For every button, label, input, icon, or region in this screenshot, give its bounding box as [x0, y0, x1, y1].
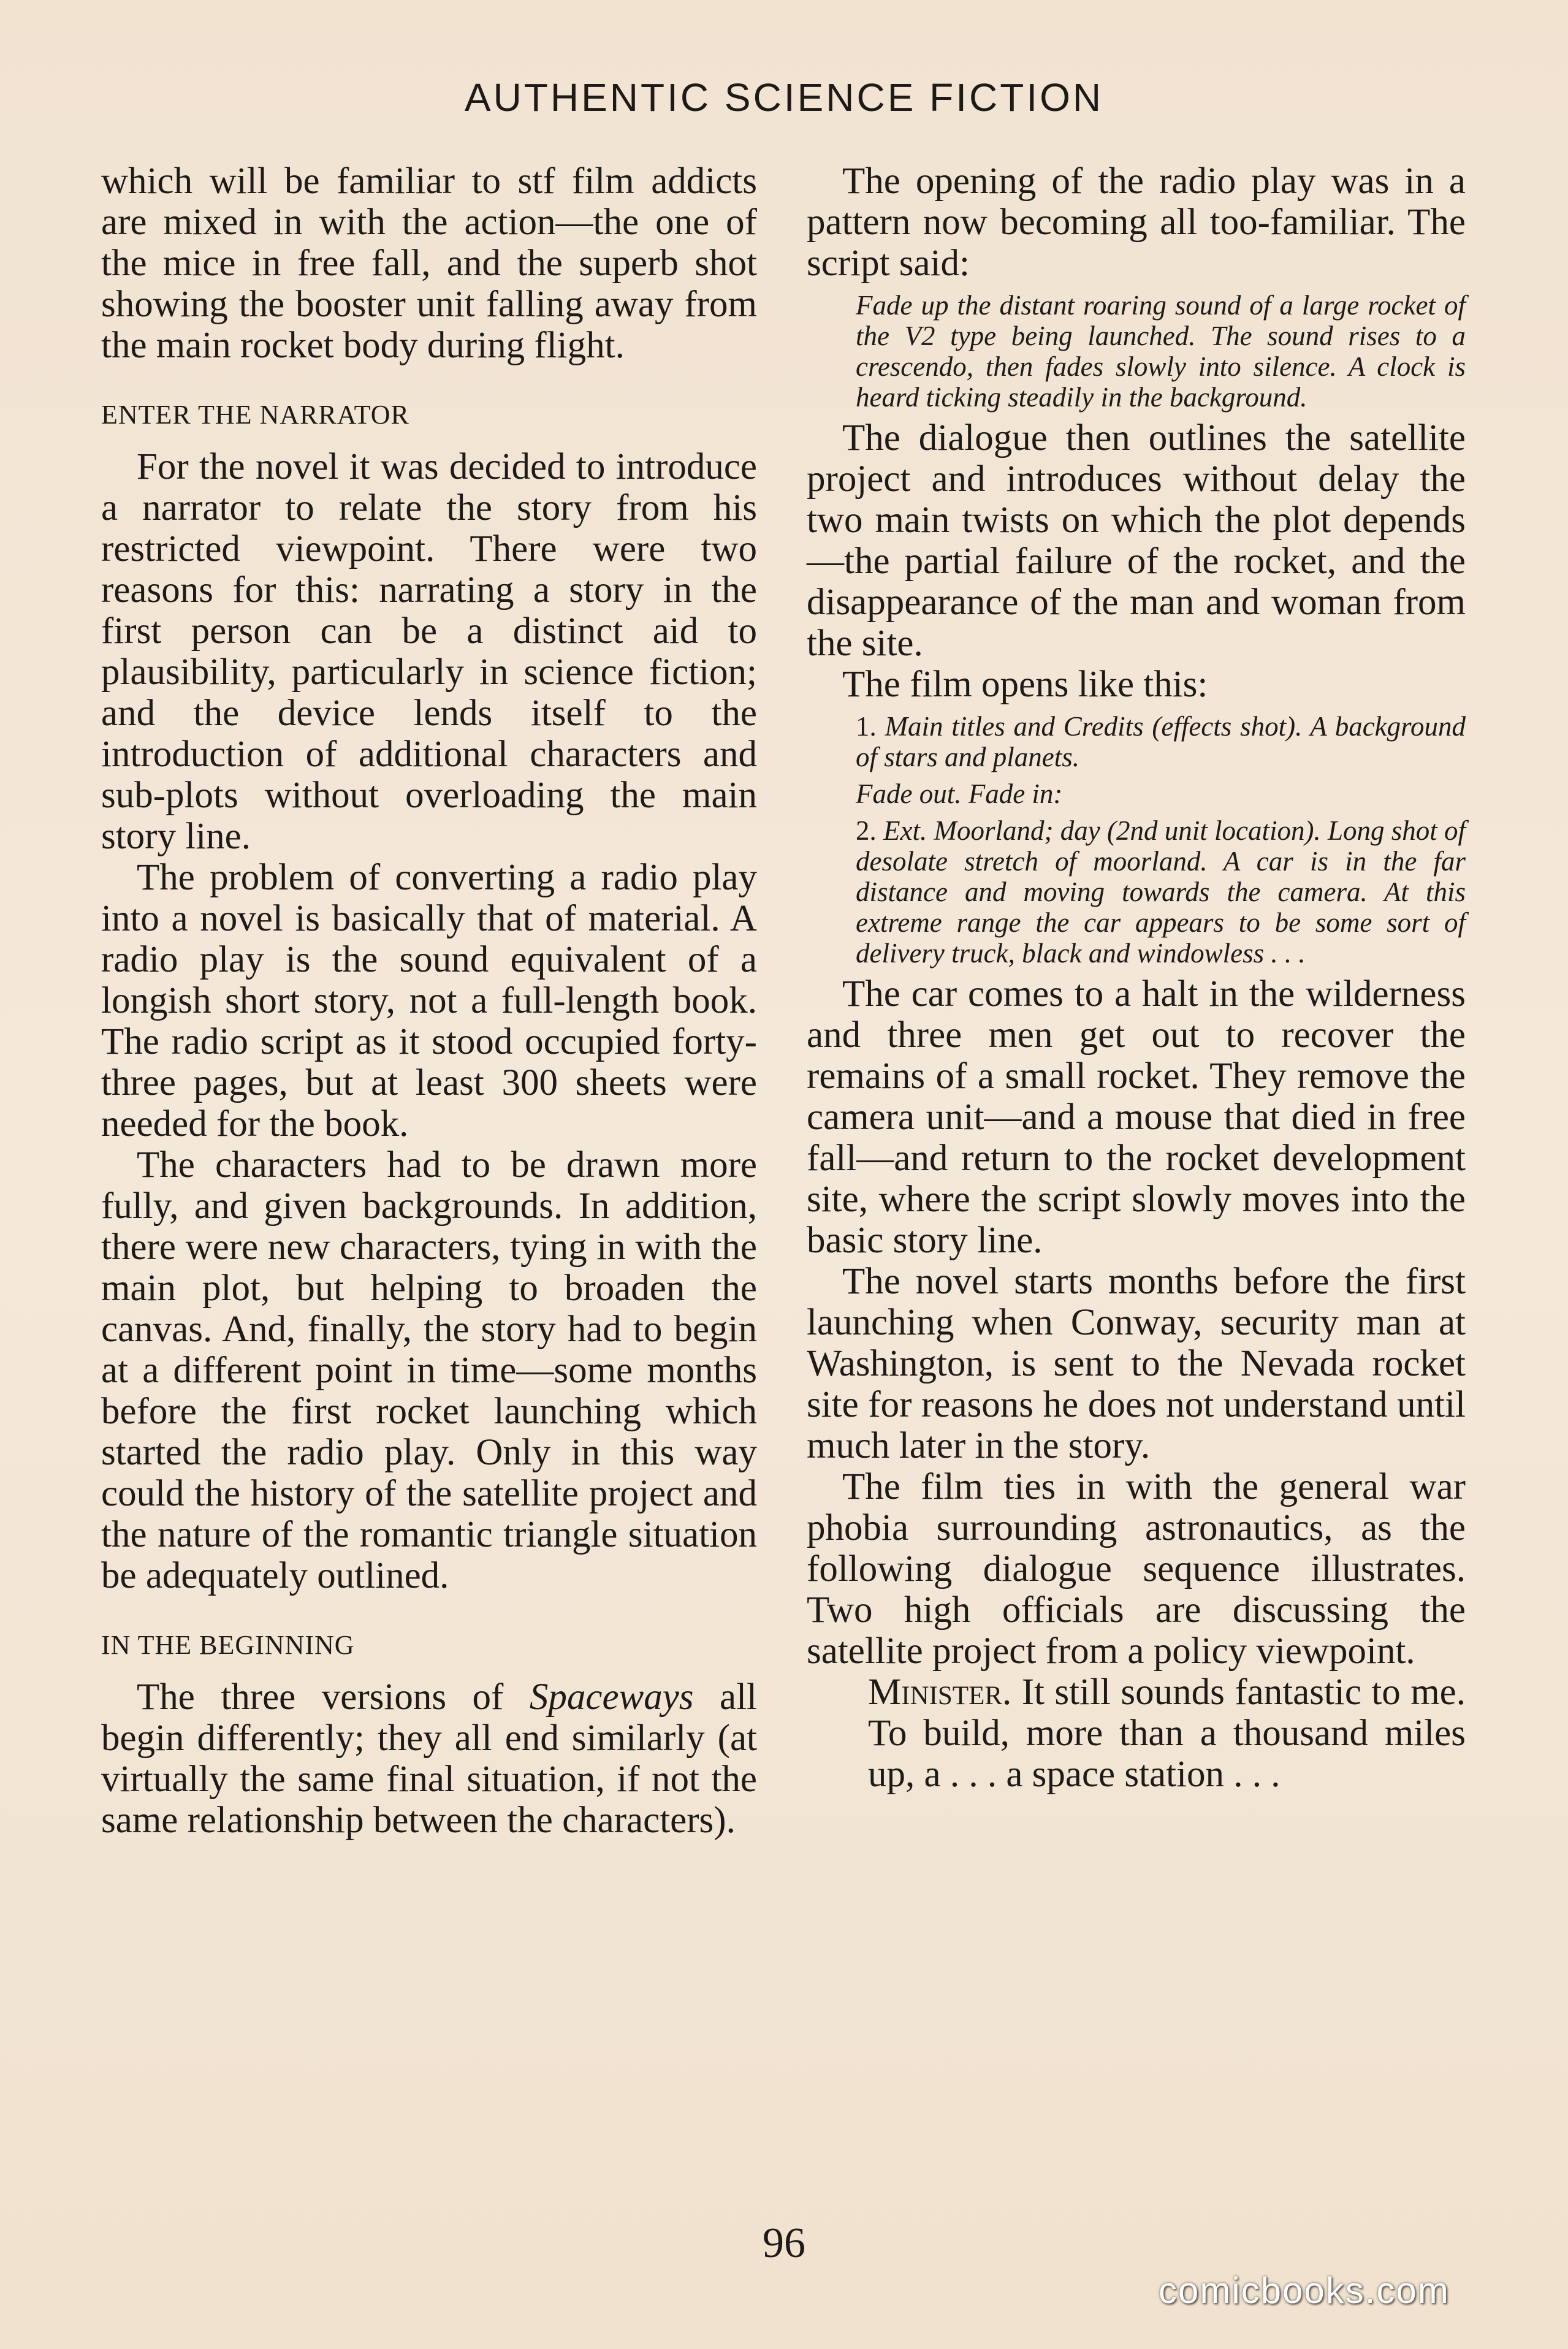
- shooting-script-shot: [807, 711, 1466, 772]
- running-header: AUTHENTIC SCIENCE FICTION: [464, 75, 1104, 120]
- italic-title: Spaceways: [529, 1677, 694, 1718]
- shooting-script-transition: Fade out. Fade in:: [856, 779, 1063, 809]
- shot-number: 1.: [856, 711, 877, 742]
- paragraph: The film ties in with the general war phobia surrounding astronautics, as the following dialogue sequence illustrates. Two high officials are discussing the satellite project from a policy viewpoint.: [807, 1466, 1466, 1672]
- paragraph: The problem of converting a radio play into a novel is basically that of material. A radio play is the sound equivalent of a longish short story, not a full-length book. The radio script as it stood occupied forty-three pages, but at least 300 sheets were needed for the book.: [101, 857, 757, 1144]
- text-run: all begin differently; they all end similarly (at virtually the same final situation, if not the same relationship between the characters).: [101, 1677, 757, 1841]
- dialogue-line: [807, 1672, 1466, 1795]
- paragraph: The film opens like this:: [842, 664, 1208, 705]
- dialogue-text: It still sounds fantastic to me. To build, more than a thousand miles up, a . . . a space station . . .: [868, 1672, 1466, 1795]
- shot-text: Ext. Moorland; day (2nd unit location). Long shot of desolate stretch of moorland. A car is in the far distance and moving towards the camera. At this extreme range the car appears to be some sort of delivery truck, black and windowless . . .: [856, 815, 1466, 969]
- section-heading: IN THE BEGINNING: [101, 1630, 355, 1660]
- paragraph: The car comes to a halt in the wilderness and three men get out to recover the remains of a small rocket. They remove the camera unit—and a mouse that died in free fall—and return to the rocket development site, where the script slowly moves into the basic story line.: [807, 973, 1466, 1261]
- paragraph: [101, 1677, 757, 1841]
- shot-number: 2.: [856, 815, 877, 846]
- section-heading: ENTER THE NARRATOR: [101, 400, 409, 430]
- shooting-script-shot: [807, 815, 1466, 969]
- paragraph: The opening of the radio play was in a pattern now becoming all too-familiar. The script said:: [807, 161, 1466, 284]
- text-run: The three versions of: [137, 1677, 530, 1718]
- script-excerpt: Fade up the distant roaring sound of a large rocket of the V2 type being launched. The sound rises to a crescendo, then fades slowly into silence. A clock is heard ticking steadily in the background.: [856, 290, 1466, 413]
- paragraph: The novel starts months before the first launching when Conway, security man at Washington, is sent to the Nevada rocket site for reasons he does not understand until much later in the story.: [807, 1261, 1466, 1466]
- right-column: [807, 161, 1466, 1795]
- paragraph: For the novel it was decided to introduce a narrator to relate the story from his restricted viewpoint. There were two reasons for this: narrating a story in the first person can be a distinct aid to plausibility, particularly in science fiction; and the device lends itself to the introduction of additional characters and sub-plots without overloading the main story line.: [101, 446, 757, 857]
- watermark: comicbooks.com: [1159, 2270, 1450, 2311]
- page-number: 96: [763, 2220, 805, 2267]
- paragraph: The characters had to be drawn more fully, and given backgrounds. In addition, there were new characters, tying in with the main plot, but helping to broaden the canvas. And, finally, the story had to begin at a different point in time—some months before the first rocket launching which started the radio play. Only in this way could the history of the satellite project and the nature of the romantic triangle situation be adequately outlined.: [101, 1144, 757, 1596]
- paragraph: which will be familiar to stf film addicts are mixed in with the action—the one of the mice in free fall, and the superb shot showing the booster unit falling away from the main rocket body during flight.: [101, 161, 757, 366]
- left-column: [101, 161, 757, 1841]
- shot-text: Main titles and Credits (effects shot). A background of stars and planets.: [856, 711, 1466, 772]
- speaker-name: Minister.: [868, 1672, 1012, 1713]
- paragraph: The dialogue then outlines the satellite project and introduces without delay the two main twists on which the plot depends—the partial failure of the rocket, and the disappearance of the man and woman from the site.: [807, 417, 1466, 664]
